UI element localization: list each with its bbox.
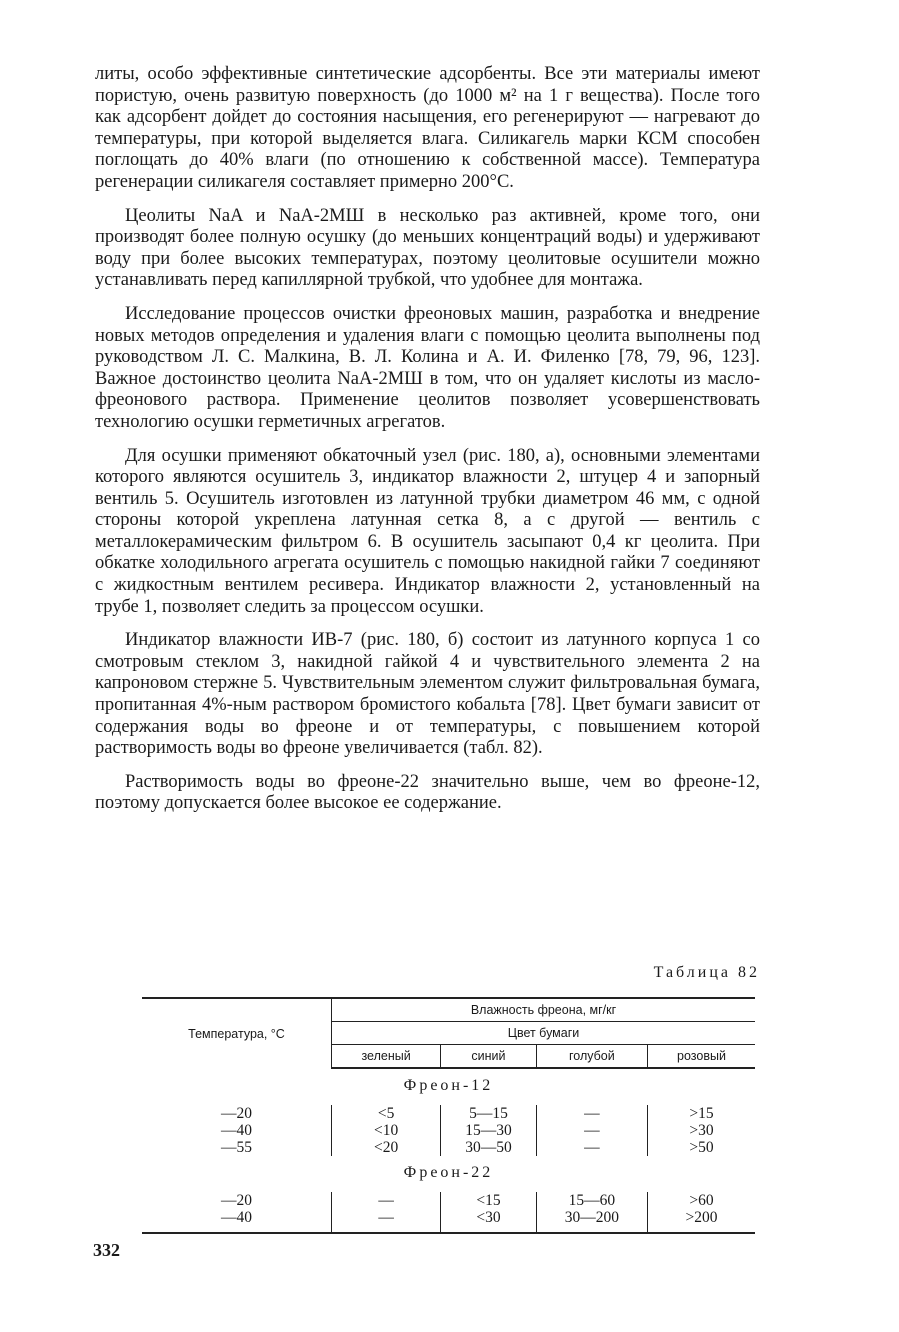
- header-paper-color: Цвет бумаги: [332, 1022, 756, 1045]
- lightblue-cell: — — —: [536, 1105, 647, 1156]
- header-col-pink: розовый: [647, 1045, 755, 1069]
- temp-cell: —20 —40 —55: [221, 1105, 252, 1156]
- data-table: [142, 997, 755, 1234]
- blue-cell: <15 <30: [441, 1192, 537, 1233]
- green-cell: — —: [332, 1192, 441, 1233]
- header-col-lightblue: голубой: [536, 1045, 647, 1069]
- green-cell: <5 <10 <20: [332, 1105, 441, 1156]
- paragraph: Индикатор влажности ИВ-7 (рис. 180, б) состоит из латунного корпуса 1 со смотровым стеклом 3, накидной гайкой 4 и чувствительного элемента 2 на капроновом стержне 5. Чувствительным элементом служит фильтровальная бумага, пропитанная 4%-ным раствором бромистого кобальта [78]. Цвет бумаги зависит от содержания воды во фреоне и от температуры, с повышением которой растворимость воды во фреоне увеличивается (табл. 82).: [95, 630, 760, 759]
- section-title-freon22: Фреон-22: [403, 1164, 494, 1181]
- header-col-green: зеленый: [332, 1045, 441, 1069]
- table-caption: Таблица 82: [653, 964, 760, 981]
- blue-cell: 5—15 15—30 30—50: [441, 1105, 537, 1156]
- page-number: 332: [93, 1240, 120, 1260]
- paragraph: литы, особо эффективные синтетические адсорбенты. Все эти материалы имеют пористую, очень развитую поверхность (до 1000 м² на 1 г вещества). После того как адсорбент дойдет до состояния насыщения, его регенерируют — нагревают до температуры, при которой выделяется влага. Силикагель марки КСМ способен поглощать до 40% влаги (по отношению к собственной массе). Температура регенерации силикагеля составляет примерно 200°C.: [95, 64, 760, 192]
- paragraph: Растворимость воды во фреоне-22 значительно выше, чем во фреоне-12, поэтому допускается более высокое ее содержание.: [95, 771, 760, 814]
- header-humidity: Влажность фреона, мг/кг: [332, 998, 756, 1022]
- paragraph: Исследование процессов очистки фреоновых машин, разработка и внедрение новых методов определения и удаления влаги с помощью цеолита выполнены под руководством Л. С. Малкина, В. Л. Колина и А. И. Филенко [78, 79, 96, 123]. Важное достоинство цеолита NaA-2МШ в том, что он удаляет кислоты из масло-фреонового раствора. Применение цеолитов позволяет усовершенствовать технологию осушки герметичных агрегатов.: [95, 303, 760, 432]
- pink-cell: >60 >200: [647, 1192, 755, 1233]
- header-col-blue: синий: [441, 1045, 537, 1069]
- temp-cell: —20 —40: [142, 1192, 332, 1233]
- pink-cell: >15 >30 >50: [647, 1105, 755, 1156]
- lightblue-cell: 15—60 30—200: [536, 1192, 647, 1233]
- section-title-freon12: Фреон-12: [403, 1077, 494, 1094]
- header-temperature: Температура, °С: [142, 998, 332, 1068]
- paragraph: Цеолиты NaA и NaA-2МШ в несколько раз активней, кроме того, они производят более полную осушку (до меньших концентраций воды) и удерживают воду при более высоких температурах, поэтому цеолитовые осушители можно устанавливать перед капиллярной трубкой, что удобнее для монтажа.: [95, 205, 760, 291]
- paragraph: Для осушки применяют обкаточный узел (рис. 180, а), основными элементами которого являются осушитель 3, индикатор влажности 2, штуцер 4 и запорный вентиль 5. Осушитель изготовлен из латунной трубки диаметром 46 мм, с одной стороны которой укреплена латунная сетка 8, а с другой — вентиль с металлокерамическим фильтром 6. В осушитель засыпают 0,4 кг цеолита. При обкатке холодильного агрегата осушитель с помощью накидной гайки 7 соединяют с жидкостным вентилем ресивера. Индикатор влажности 2, установленный на трубе 1, позволяет следить за процессом осушки.: [95, 445, 760, 617]
- page-body: [95, 64, 760, 1226]
